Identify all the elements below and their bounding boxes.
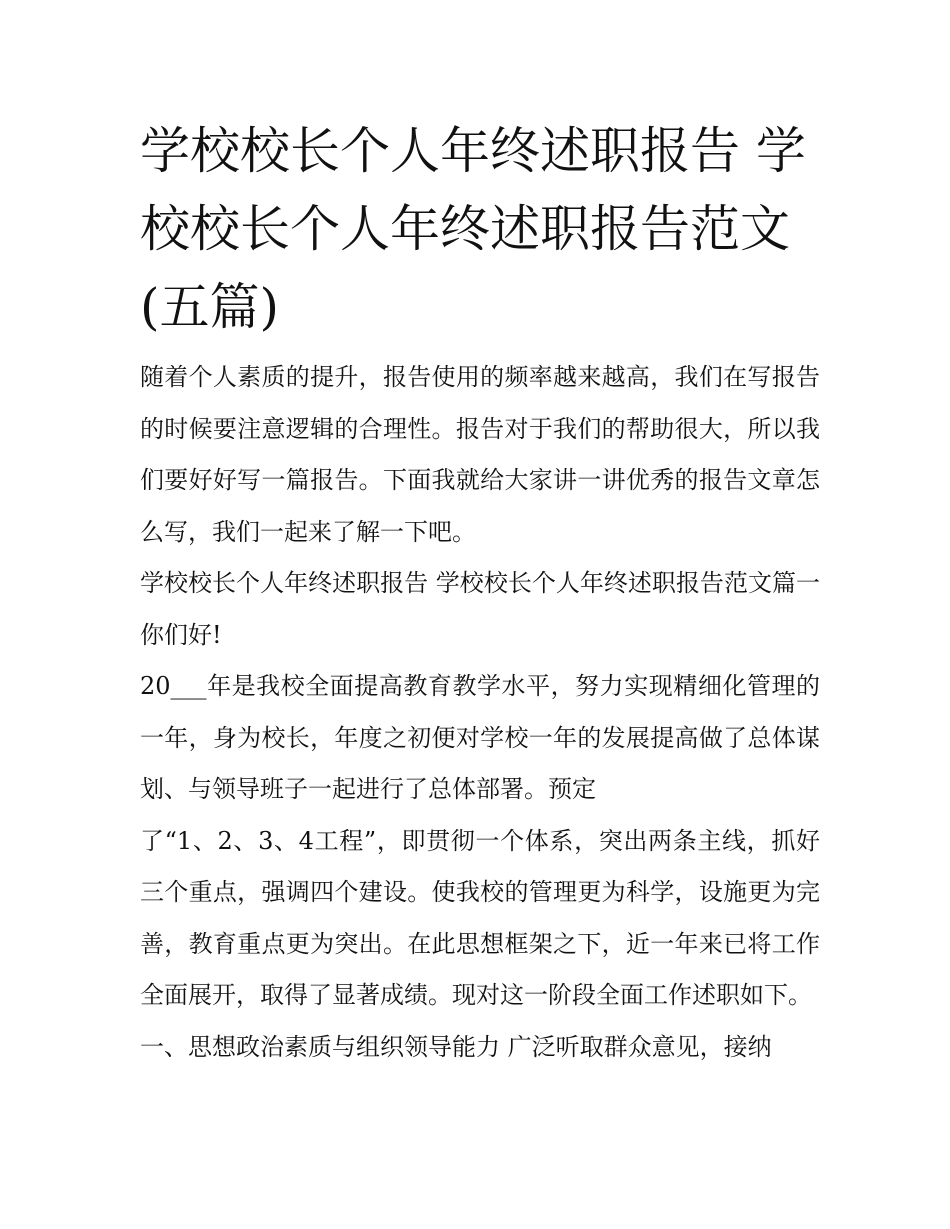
- paragraph-year: 20___年是我校全面提高教育教学水平，努力实现精细化管理的一年，身为校长，年度之初便对学校一年的发展提高做了总体谋划、与领导班子一起进行了总体部署。预定: [140, 672, 820, 803]
- paragraph-heading: 学校校长个人年终述职报告 学校校长个人年终述职报告范文篇一 你们好!: [140, 569, 820, 649]
- document-body: [140, 352, 820, 1073]
- paragraph-section-one: 一、思想政治素质与组织领导能力 广泛听取群众意见，接纳: [140, 1032, 772, 1061]
- paragraph-project: 了“1、2、3、4工程”，即贯彻一个体系，突出两条主线，抓好三个重点，强调四个建设。使我校的管理更为科学，设施更为完善，教育重点更为突出。在此思想框架之下，近一年来已将工作全面展开，取得了显著成绩。现对这一阶段全面工作述职如下。: [140, 826, 820, 1009]
- paragraph-intro: 随着个人素质的提升，报告使用的频率越来越高，我们在写报告的时候要注意逻辑的合理性。报告对于我们的帮助很大，所以我们要好好写一篇报告。下面我就给大家讲一讲优秀的报告文章怎么写，我们一起来了解一下吧。: [140, 363, 820, 546]
- document-title: 学校校长个人年终述职报告 学校校长个人年终述职报告范文(五篇): [140, 122, 806, 336]
